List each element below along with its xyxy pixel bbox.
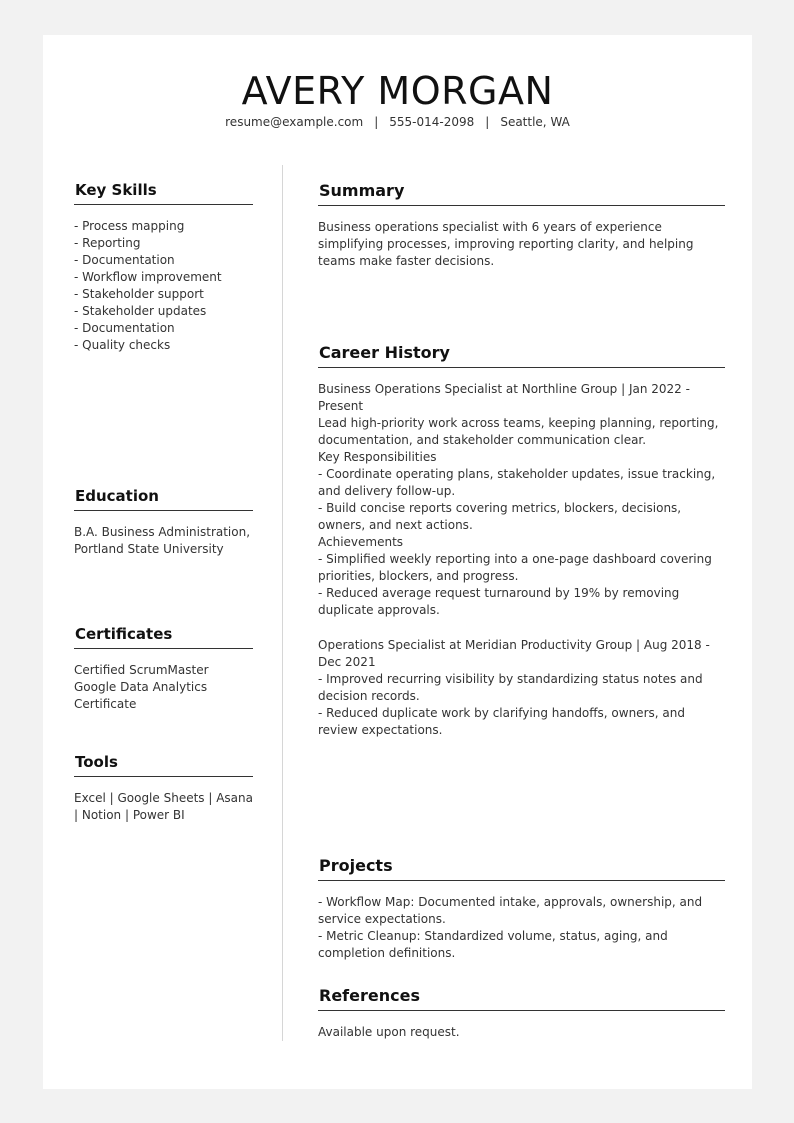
resume-page xyxy=(43,35,752,1089)
job-bullet: - Reduced duplicate work by clarifying handoffs, owners, and review expectations. xyxy=(318,706,685,737)
projects-title: Projects xyxy=(318,856,725,881)
skill-item: - Workflow improvement xyxy=(74,270,222,284)
responsibility-item: - Coordinate operating plans, stakeholder updates, issue tracking, and delivery follow-up. xyxy=(318,467,716,498)
job-description: Lead high-priority work across teams, keeping planning, reporting, documentation, and stakeholder communication clear. xyxy=(318,416,719,447)
key-skills-title: Key Skills xyxy=(74,180,253,205)
achievement-item: - Simplified weekly reporting into a one-page dashboard covering priorities, blockers, and progress. xyxy=(318,552,712,583)
responsibilities-label: Key Responsibilities xyxy=(318,450,437,464)
skill-item: - Documentation xyxy=(74,253,175,267)
tools-section xyxy=(74,752,253,824)
job-spacer xyxy=(318,619,725,637)
responsibility-item: - Build concise reports covering metrics, blockers, decisions, owners, and next actions. xyxy=(318,501,682,532)
job-heading: Operations Specialist at Meridian Productivity Group | Aug 2018 - Dec 2021 xyxy=(318,638,710,669)
contact-line xyxy=(43,114,752,130)
education-text: B.A. Business Administration, Portland State University xyxy=(74,525,251,556)
projects-section xyxy=(318,856,725,962)
contact-location: Seattle, WA xyxy=(500,115,570,129)
contact-phone: 555-014-2098 xyxy=(389,115,475,129)
certificate-item: Certified ScrumMaster xyxy=(74,663,209,677)
career-history-section xyxy=(318,343,725,739)
summary-text: Business operations specialist with 6 years of experience simplifying processes, improving reporting clarity, and helping teams make faster decisions. xyxy=(318,220,694,268)
project-item: - Workflow Map: Documented intake, approvals, ownership, and service expectations. xyxy=(318,895,703,926)
contact-email: resume@example.com xyxy=(225,115,364,129)
education-title: Education xyxy=(74,486,253,511)
education-section xyxy=(74,486,253,558)
references-section xyxy=(318,986,725,1041)
skill-item: - Documentation xyxy=(74,321,175,335)
career-history-body xyxy=(318,381,725,739)
tools-text: Excel | Google Sheets | Asana | Notion | Power BI xyxy=(74,791,253,822)
references-text: Available upon request. xyxy=(318,1025,460,1039)
project-item: - Metric Cleanup: Standardized volume, status, aging, and completion definitions. xyxy=(318,929,668,960)
certificates-list xyxy=(74,662,253,713)
summary-section xyxy=(318,181,725,270)
skill-item: - Stakeholder support xyxy=(74,287,204,301)
skill-item: - Quality checks xyxy=(74,338,171,352)
references-title: References xyxy=(318,986,725,1011)
column-divider xyxy=(282,165,283,1041)
skill-item: - Process mapping xyxy=(74,219,185,233)
career-history-title: Career History xyxy=(318,343,725,368)
achievements-label: Achievements xyxy=(318,535,404,549)
tools-title: Tools xyxy=(74,752,253,777)
certificate-item: Google Data Analytics Certificate xyxy=(74,680,208,711)
certificates-title: Certificates xyxy=(74,624,253,649)
contact-separator: | xyxy=(374,115,379,129)
summary-title: Summary xyxy=(318,181,725,206)
job-heading: Business Operations Specialist at Northline Group | Jan 2022 - Present xyxy=(318,382,690,413)
contact-separator: | xyxy=(485,115,490,129)
projects-list xyxy=(318,894,725,962)
key-skills-list xyxy=(74,218,253,354)
certificates-section xyxy=(74,624,253,713)
job-bullet: - Improved recurring visibility by standardizing status notes and decision records. xyxy=(318,672,703,703)
skill-item: - Stakeholder updates xyxy=(74,304,207,318)
skill-item: - Reporting xyxy=(74,236,141,250)
achievement-item: - Reduced average request turnaround by 19% by removing duplicate approvals. xyxy=(318,586,680,617)
candidate-name: AVERY MORGAN xyxy=(241,69,554,113)
key-skills-section xyxy=(74,180,253,354)
